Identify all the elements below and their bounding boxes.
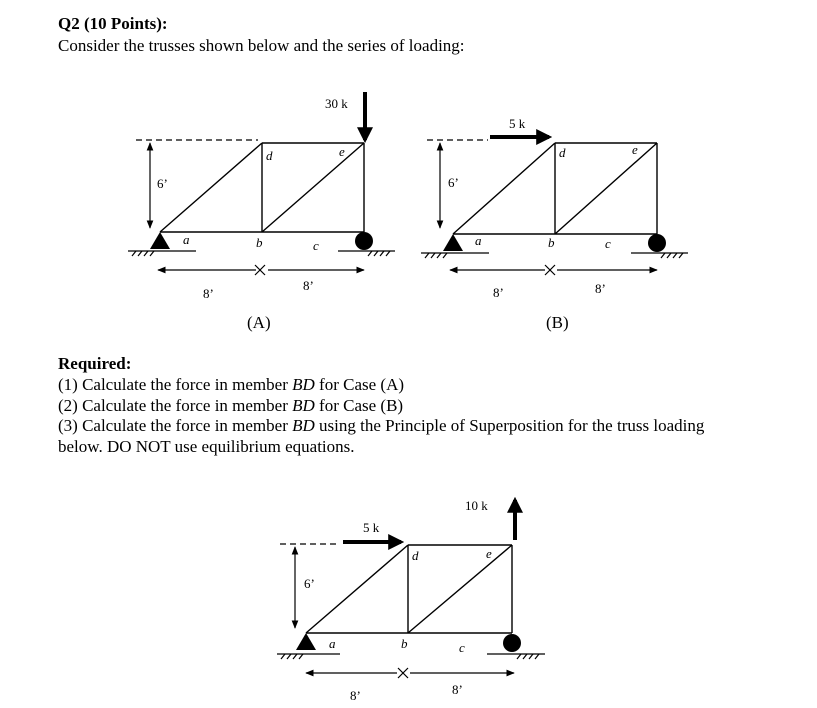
required-item-1: (1) Calculate the force in member BD for Case (A) — [58, 375, 405, 394]
truss-b-load-label: 5 k — [509, 116, 526, 131]
truss-a-load-label: 30 k — [325, 96, 348, 111]
member-be — [262, 143, 364, 232]
truss-c-node-d: d — [412, 548, 419, 563]
truss-a-node-d: d — [266, 148, 273, 163]
truss-a-span-label-right: 8’ — [303, 278, 314, 293]
truss-a-node-b: b — [256, 235, 263, 250]
truss-b-node-e: e — [632, 142, 638, 157]
required-item-3-continuation: below. DO NOT use equilibrium equations. — [58, 437, 355, 456]
truss-a-members — [160, 143, 364, 232]
truss-a-roller-support — [355, 232, 373, 250]
truss-b-height-label: 6’ — [448, 175, 459, 190]
truss-a-span-x — [255, 265, 265, 275]
truss-c-node-b: b — [401, 636, 408, 651]
truss-a-height-label: 6’ — [157, 176, 168, 191]
required-item-2: (2) Calculate the force in member BD for Case (B) — [58, 396, 404, 415]
truss-c-roller-ground — [487, 654, 545, 659]
truss-c-height-label: 6’ — [304, 576, 315, 591]
truss-b-node-c: c — [605, 236, 611, 251]
truss-c-pin-ground — [277, 654, 340, 659]
truss-a-caption: (A) — [247, 313, 271, 332]
member-ad-b — [453, 143, 555, 234]
required-item-3: (3) Calculate the force in member BD using the Principle of Superposition for the truss loading — [58, 416, 705, 435]
truss-b-roller-support — [648, 234, 666, 252]
truss-b-pin-ground — [421, 253, 489, 258]
truss-b-span-label-left: 8’ — [493, 285, 504, 300]
truss-a-node-c: c — [313, 238, 319, 253]
member-ad — [160, 143, 262, 232]
truss-b-node-d: d — [559, 145, 566, 160]
truss-c-node-a: a — [329, 636, 336, 651]
truss-a-node-e: e — [339, 144, 345, 159]
truss-b-node-b: b — [548, 235, 555, 250]
truss-a-node-a: a — [183, 232, 190, 247]
truss-b-node-a: a — [475, 233, 482, 248]
truss-c-pin-support — [296, 633, 316, 650]
truss-a-roller-ground — [338, 251, 395, 256]
required-title: Required: — [58, 354, 132, 373]
member-ad-c — [306, 545, 408, 633]
truss-a-span-label-left: 8’ — [203, 286, 214, 301]
truss-c-horizontal-load-label: 5 k — [363, 520, 380, 535]
truss-b-span-x — [545, 265, 555, 275]
truss-c-span-label-right: 8’ — [452, 682, 463, 697]
truss-a-pin-ground — [128, 251, 196, 256]
truss-c-node-c: c — [459, 640, 465, 655]
truss-a-pin-support — [150, 232, 170, 249]
truss-c-members — [306, 545, 512, 633]
truss-b-roller-ground — [631, 253, 688, 258]
truss-c-span-label-left: 8’ — [350, 688, 361, 703]
truss-b-pin-support — [443, 234, 463, 251]
question-title: Q2 (10 Points): — [58, 14, 168, 33]
truss-b-members — [453, 143, 657, 234]
truss-c-node-e: e — [486, 546, 492, 561]
member-be-c — [408, 545, 512, 633]
truss-b-caption: (B) — [546, 313, 569, 332]
truss-b-span-label-right: 8’ — [595, 281, 606, 296]
truss-c-vertical-load-label: 10 k — [465, 498, 488, 513]
member-be-b — [555, 143, 657, 234]
truss-c-roller-support — [503, 634, 521, 652]
question-intro: Consider the trusses shown below and the series of loading: — [58, 36, 465, 55]
truss-c-span-x — [398, 668, 408, 678]
